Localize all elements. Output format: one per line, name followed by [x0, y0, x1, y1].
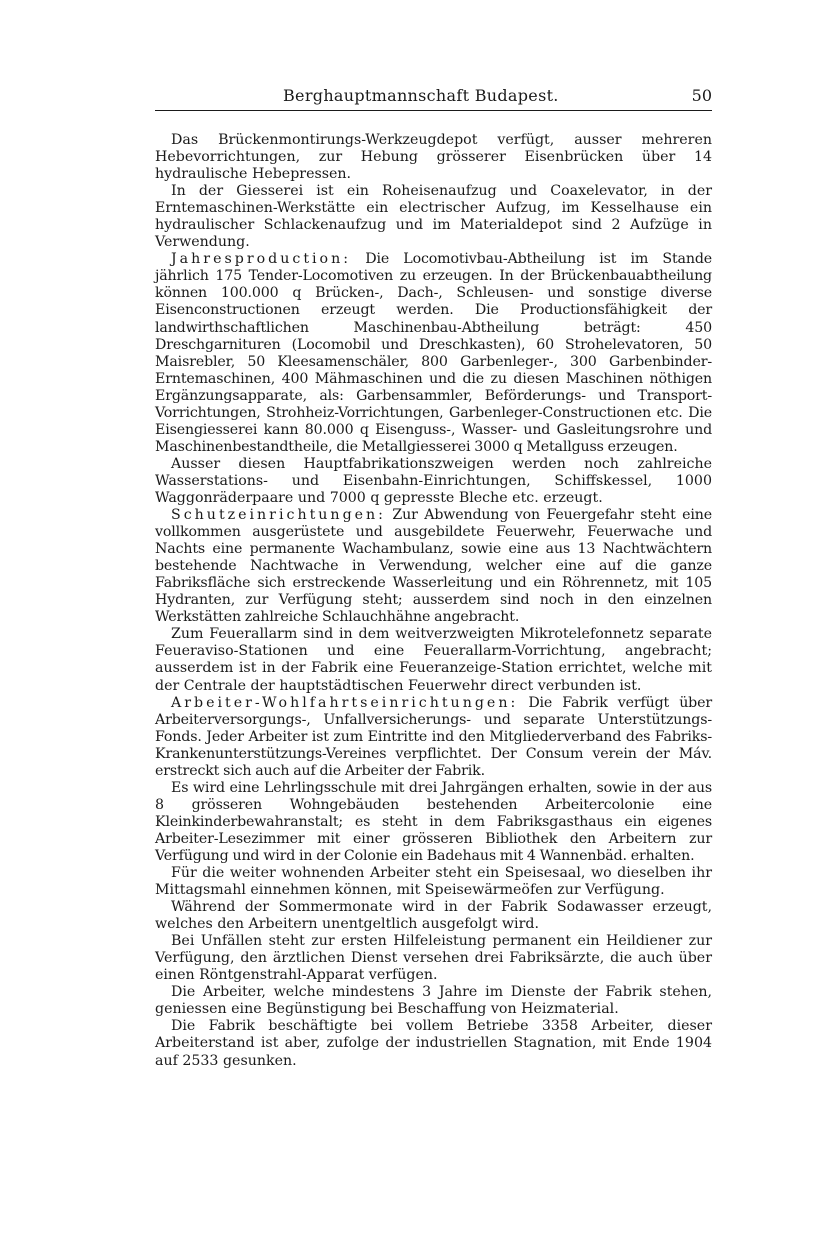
- paragraph-werkzeugdepot: [155, 132, 712, 183]
- running-header: [155, 84, 712, 111]
- paragraph-arbeiterstand: [155, 1018, 712, 1069]
- paragraph-sodawasser: [155, 899, 712, 933]
- paragraph-unfaelle: [155, 933, 712, 984]
- paragraph-text: Die Fabrik verfügt über Arbeiterversorgungs-, Unfallversicherungs- und separate Unterstützungs-Fonds. Jeder Arbeiter ist zum Eintritte ind den Mitgliederverband des Fabriks-Krankenunterstützungs-Vereines verpflichtet. Der Consum verein der Máv. erstreckt sich auch auf die Arbeiter der Fabrik.: [155, 694, 712, 779]
- paragraph-giesserei: [155, 183, 712, 251]
- paragraph-wohlfahrtseinrichtungen: [155, 695, 712, 780]
- paragraph-text: Ausser diesen Hauptfabrikationszweigen werden noch zahlreiche Wasserstations- und Eisenbahn-Einrichtungen, Schiffskessel, 1000 Waggonräderpaare und 7000 q gepresste Bleche etc. erzeugt.: [155, 455, 712, 506]
- section-heading: Schutzeinrichtungen:: [171, 507, 386, 524]
- paragraph-text: Es wird eine Lehrlingsschule mit drei Jahrgängen erhalten, sowie in der aus 8 grösseren Wohngebäuden bestehenden Arbeitercolonie eine Kleinkinderbewahranstalt; es steht in dem Fabriksgasthaus ein eigenes Arbeiter-Lesezimmer mit einer grösseren Bibliothek den Arbeitern zur Verfügung und wird in der Colonie ein Badehaus mit 4 Wannenbäd. erhalten.: [155, 779, 712, 864]
- paragraph-jahresproduction: [155, 251, 712, 456]
- header-title: Berghauptmannschaft Budapest.: [283, 86, 559, 105]
- paragraph-hauptfabrikationszweige: [155, 456, 712, 507]
- paragraph-schutzeinrichtungen: [155, 507, 712, 626]
- paragraph-text: Die Locomotivbau-Abtheilung ist im Stande jährlich 175 Tender-Locomotiven zu erzeugen. In der Brückenbauabtheilung können 100.000 q Brücken-, Dach-, Schleusen- und sonstige diverse Eisenconstructionen erzeugt werden. Die Productionsfähigkeit der landwirthschaftlichen Maschinenbau-Abtheilung beträgt: 450 Dreschgarnituren (Locomobil und Dreschkasten), 60 Strohelevatoren, 50 Maisrebler, 50 Kleesamenschäler, 800 Garbenleger-, 300 Garbenbinder-Erntemaschinen, 400 Mähmaschinen und die zu diesen Maschinen nöthigen Ergänzungsapparate, als: Garbensammler, Beförderungs- und Transport-Vorrichtungen, Strohheiz-Vorrichtungen, Garbenleger-Constructionen etc. Die Eisengiesserei kann 80.000 q Eisenguss-, Wasser- und Gasleitungsrohre und Maschinenbestandtheile, die Metallgiesserei 3000 q Metallguss erzeugen.: [155, 251, 712, 455]
- page-number: 50: [691, 86, 712, 105]
- paragraph-text: Während der Sommermonate wird in der Fabrik Sodawasser erzeugt, welches den Arbeitern unentgeltlich ausgefolgt wird.: [155, 899, 712, 933]
- section-heading: Arbeiter-Wohlfahrtseinrichtungen:: [171, 694, 519, 711]
- paragraph-lehrlingsschule: [155, 780, 712, 865]
- paragraph-text: Bei Unfällen steht zur ersten Hilfeleistung permanent ein Heildiener zur Verfügung, den ärztlichen Dienst versehen drei Fabriksärzte, die auch über einen Röntgenstrahl-Apparat verfügen.: [155, 933, 712, 984]
- paragraph-text: Zur Abwendung von Feuergefahr steht eine vollkommen ausgerüstete und ausgebildete Feuerwehr, Feuerwache und Nachts eine permanente Wachambulanz, sowie eine aus 13 Nachtwächtern bestehende Nachtwache in Verwendung, welcher eine auf die ganze Fabriksfläche sich erstreckende Wasserleitung und ein Röhrennetz, mit 105 Hydranten, zur Verfügung steht; ausserdem sind noch in den einzelnen Werkstätten zahlreiche Schlauchhähne angebracht.: [155, 507, 712, 626]
- body-text: [155, 132, 712, 1070]
- paragraph-text: Für die weiter wohnenden Arbeiter steht ein Speisesaal, wo dieselben ihr Mittagsmahl einnehmen können, mit Speisewärmeöfen zur Verfügung.: [155, 865, 712, 899]
- paragraph-speisesaal: [155, 865, 712, 899]
- section-heading: Jahresproduction:: [171, 251, 352, 268]
- paragraph-text: Die Arbeiter, welche mindestens 3 Jahre im Dienste der Fabrik stehen, geniessen eine Begünstigung bei Beschaffung von Heizmaterial.: [155, 984, 712, 1018]
- paragraph-text: Zum Feuerallarm sind in dem weitverzweigten Mikrotelefonnetz separate Feueraviso-Stationen und eine Feuerallarm-Vorrichtung, angebracht; ausserdem ist in der Fabrik eine Feueranzeige-Station errichtet, welche mit der Centrale der hauptstädtischen Feuerwehr direct verbunden ist.: [155, 626, 712, 694]
- paragraph-text: Das Brückenmontirungs-Werkzeugdepot verfügt, ausser mehreren Hebevorrichtungen, zur Hebung grösserer Eisenbrücken über 14 hydraulische Hebepressen.: [155, 132, 712, 183]
- paragraph-feuerallarm: [155, 626, 712, 694]
- paragraph-text: Die Fabrik beschäftigte bei vollem Betriebe 3358 Arbeiter, dieser Arbeiterstand ist aber, zufolge der industriellen Stagnation, mit Ende 1904 auf 2533 gesunken.: [155, 1018, 712, 1069]
- paragraph-text: In der Giesserei ist ein Roheisenaufzug und Coaxelevator, in der Erntemaschinen-Werkstätte ein electrischer Aufzug, im Kesselhause ein hydraulischer Schlackenaufzug und im Materialdepot sind 2 Aufzüge in Verwendung.: [155, 183, 712, 251]
- paragraph-heizmaterial: [155, 984, 712, 1018]
